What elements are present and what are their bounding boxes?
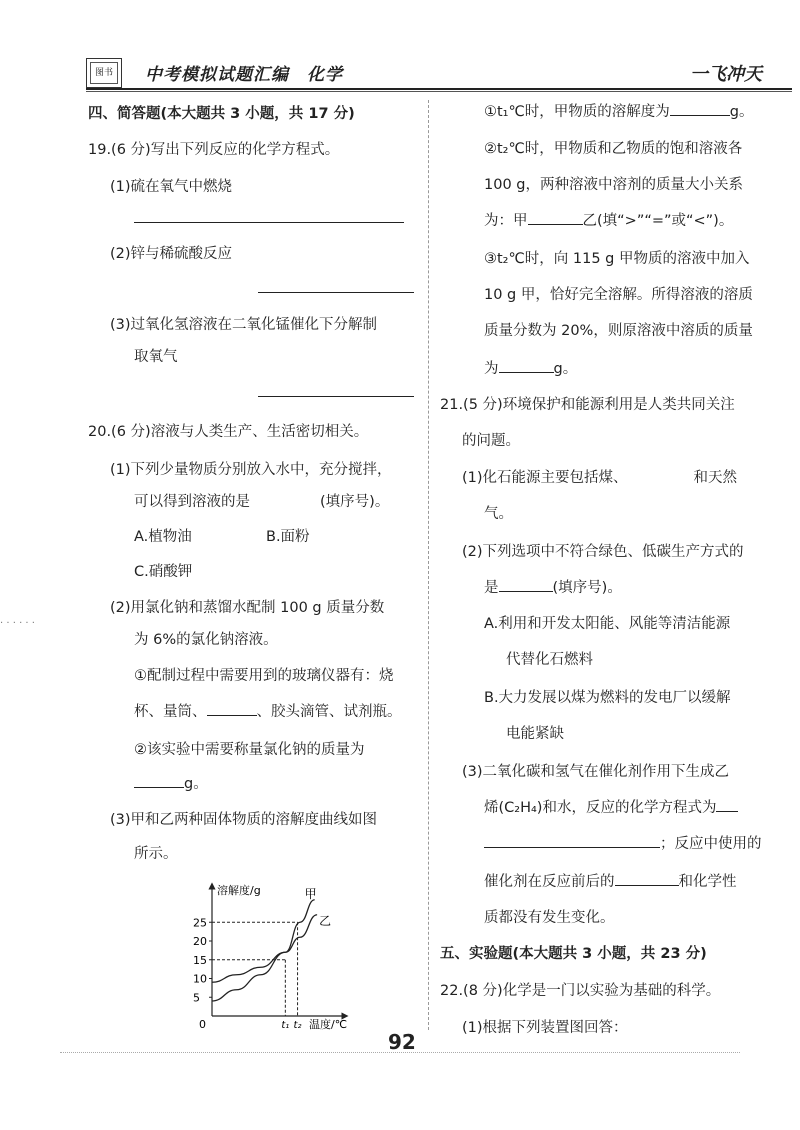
- q21-part3-line4: [484, 870, 737, 891]
- q20-3-2-line2: 100 g，两种溶液中溶剂的质量大小关系: [484, 177, 743, 193]
- q21-stem-cont: 的问题。: [462, 433, 520, 449]
- series-line-2: [212, 915, 317, 983]
- q21-part3-line3: [484, 832, 762, 853]
- q21-part3-catalyst-blank[interactable]: [615, 871, 679, 886]
- book-title: 中考模拟试题汇编 化学: [145, 65, 343, 85]
- q20-glassware-blank[interactable]: [207, 701, 257, 716]
- q20-option-a: A.植物油: [134, 529, 192, 545]
- q20-3-2-line3: [484, 209, 733, 230]
- y-tick-label: 5: [193, 991, 200, 1005]
- q21-option-a-line1: A.利用和开发太阳能、风能等清洁能源: [484, 616, 731, 632]
- x-axis-label: 温度/℃: [309, 1018, 348, 1030]
- x-ticks: [281, 1020, 301, 1030]
- q20-3-1-text: ①t₁℃时，甲物质的溶解度为: [484, 104, 670, 120]
- margin-dots: · · · · · ·: [0, 618, 35, 629]
- q21-part2-suffix: (填序号)。: [552, 580, 622, 596]
- y-ticks: [193, 916, 212, 1004]
- q19-part3-line2: 取氧气: [134, 349, 178, 365]
- q21-part3-eq-text: 烯(C₂H₄)和水，反应的化学方程式为: [484, 800, 717, 816]
- q20-3-3-blank[interactable]: [499, 358, 554, 373]
- q19-part1: (1)硫在氧气中燃烧: [110, 179, 233, 195]
- q19-answer-line-3[interactable]: [258, 396, 414, 397]
- q20-3-1-blank[interactable]: [670, 101, 730, 116]
- section-4-heading: 四、简答题(本大题共 3 小题，共 17 分): [88, 106, 355, 122]
- y-tick-label: 25: [193, 916, 207, 930]
- q20-option-b: B.面粉: [266, 529, 310, 545]
- q20-part3-line2: 所示。: [134, 846, 178, 862]
- q19-stem: 19.(6 分)写出下列反应的化学方程式。: [88, 142, 340, 158]
- q20-part1-line2: [134, 490, 389, 511]
- page-number: 92: [388, 1030, 416, 1054]
- series-label-2: 乙: [319, 913, 332, 928]
- q21-part2-line1: (2)下列选项中不符合绿色、低碳生产方式的: [462, 544, 744, 560]
- q21-part3-line2: [484, 796, 738, 817]
- series-label-1: 甲: [304, 886, 317, 901]
- q20-3-3-line2: 10 g 甲，恰好完全溶解。所得溶液的溶质: [484, 287, 753, 303]
- q21-part3-blank-start[interactable]: [716, 797, 738, 812]
- q19-answer-line-1[interactable]: [134, 222, 404, 223]
- q22-stem: 22.(8 分)化学是一门以实验为基础的科学。: [440, 983, 721, 999]
- q20-3-3-line4: [484, 357, 577, 378]
- q20-3-1-unit: g。: [729, 104, 754, 120]
- q20-part1-blank[interactable]: [250, 492, 320, 506]
- q20-stem: 20.(6 分)溶液与人类生产、生活密切相关。: [88, 424, 369, 440]
- q20-option-c: C.硝酸钾: [134, 564, 193, 580]
- q20-part2-item2: ②该实验中需要称量氯化钠的质量为: [134, 742, 365, 758]
- q20-mass-blank[interactable]: [134, 773, 184, 788]
- y-tick-label: 10: [193, 972, 207, 986]
- q19-part2: (2)锌与稀硫酸反应: [110, 246, 233, 262]
- curves: [212, 887, 331, 1001]
- q20-3-3-line3: 质量分数为 20%，则原溶液中溶质的质量: [484, 323, 753, 339]
- q21-part1: [462, 466, 737, 487]
- y-axis-label: 溶解度/g: [217, 884, 261, 897]
- q19-part3-line1: (3)过氧化氢溶液在二氧化锰催化下分解制: [110, 317, 378, 333]
- q20-part2-line2: 为 6%的氯化钠溶液。: [134, 632, 278, 648]
- y-tick-label: 15: [193, 953, 207, 967]
- column-divider: [428, 100, 429, 1030]
- q20-3-2-prefix: 为：甲: [484, 213, 528, 229]
- q20-part1-suffix: (填序号)。: [320, 494, 390, 510]
- footer-dots: [60, 1052, 740, 1053]
- header-logo-text: 图书: [90, 62, 118, 84]
- q21-part3-suffix: ；反应中使用的: [660, 836, 762, 852]
- q21-part3-line1: (3)二氧化碳和氢气在催化剂作用下生成乙: [462, 764, 730, 780]
- q20-3-3-unit: g。: [553, 361, 578, 377]
- x-tick-label: t₂: [293, 1020, 302, 1030]
- q20-3-1: [484, 100, 754, 121]
- brand-text: 一飞冲天: [690, 64, 762, 85]
- q20-glassware-suffix: 、胶头滴管、试剂瓶。: [256, 704, 402, 720]
- q21-part2-line2: [484, 576, 622, 597]
- q20-part1-line1: (1)下列少量物质分别放入水中，充分搅拌，: [110, 462, 392, 478]
- q20-mass-unit: g。: [184, 776, 208, 792]
- section-5-heading: 五、实验题(本大题共 3 小题，共 23 分): [440, 946, 707, 962]
- solubility-chart: [185, 880, 365, 1030]
- q21-part3-line5: 质都没有发生变化。: [484, 910, 615, 926]
- q20-part2-line1: (2)用氯化钠和蒸馏水配制 100 g 质量分数: [110, 600, 385, 616]
- q21-part1-prefix: (1)化石能源主要包括煤、: [462, 470, 628, 486]
- header-rule: [86, 88, 792, 90]
- q21-part2-prefix: 是: [484, 580, 499, 596]
- q20-part2-item1: ①配制过程中需要用到的玻璃仪器有：烧: [134, 668, 394, 684]
- q21-part3-catalyst-suffix: 和化学性: [678, 874, 737, 890]
- origin-label: 0: [199, 1018, 206, 1030]
- q20-3-2-suffix: 乙(填“>”“=”或“<”)。: [582, 213, 734, 229]
- series-line-1: [212, 900, 315, 1001]
- q21-part3-equation-blank[interactable]: [484, 833, 660, 848]
- q21-option-a-line2: 代替化石燃料: [506, 652, 593, 668]
- q21-part1-blank[interactable]: [628, 468, 694, 482]
- q20-part2-item1-cont: [134, 700, 402, 721]
- q21-part1-suffix: 和天然: [693, 470, 738, 486]
- q21-stem: 21.(5 分)环境保护和能源利用是人类共同关注: [440, 397, 735, 413]
- q20-part1-prefix: 可以得到溶液的是: [134, 494, 250, 510]
- q20-mass-line: [134, 772, 208, 793]
- q22-part1: (1)根据下列装置图回答：: [462, 1020, 628, 1036]
- q21-part1-cont: 气。: [484, 506, 513, 522]
- guide-lines: [212, 922, 298, 1016]
- q20-3-2-line1: ②t₂℃时，甲物质和乙物质的饱和溶液各: [484, 141, 743, 157]
- q21-part3-prefix: 催化剂在反应前后的: [484, 874, 615, 890]
- q20-3-2-blank[interactable]: [528, 210, 583, 225]
- header-rule-thin: [86, 91, 792, 92]
- q20-part3-line1: (3)甲和乙两种固体物质的溶解度曲线如图: [110, 812, 378, 828]
- q20-glassware-prefix: 杯、量筒、: [134, 704, 207, 720]
- q20-3-3-prefix: 为: [484, 361, 499, 377]
- x-tick-label: t₁: [281, 1020, 290, 1030]
- q21-option-b-line1: B.大力发展以煤为燃料的发电厂以缓解: [484, 690, 731, 706]
- q19-answer-line-2[interactable]: [258, 292, 414, 293]
- y-tick-label: 20: [193, 935, 207, 948]
- q20-3-3-line1: ③t₂℃时，向 115 g 甲物质的溶液中加入: [484, 251, 750, 267]
- q21-part2-blank[interactable]: [499, 577, 553, 592]
- q21-option-b-line2: 电能紧缺: [506, 726, 564, 742]
- header-logo: [86, 58, 122, 88]
